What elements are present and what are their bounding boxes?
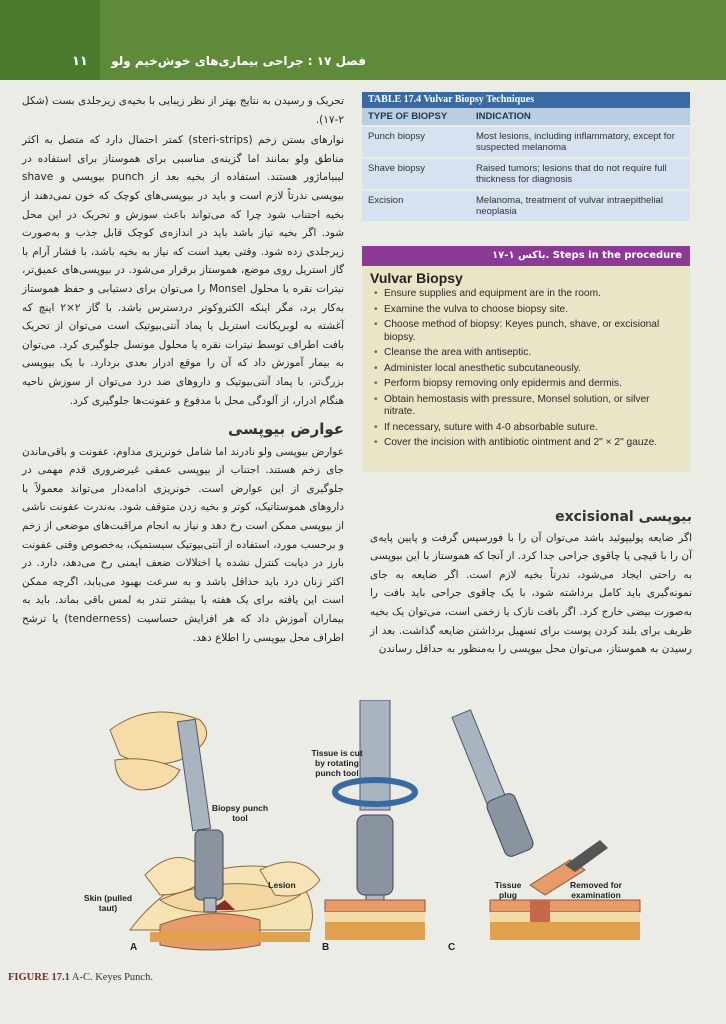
keyes-punch-illustration [60,700,680,965]
biopsy-techniques-table [362,92,690,221]
panel-b-drawing [325,700,425,940]
table-row [362,190,690,221]
panel-c-drawing [452,710,640,940]
excisional-heading: بیوپسی excisional [555,509,692,525]
figure-caption-text: A-C. Keyes Punch. [69,972,153,983]
table-title: TABLE 17.4 Vulvar Biopsy Techniques [362,92,690,108]
label-tissue-plug: Tissue plug [494,880,522,900]
panel-c-letter: C [448,942,456,953]
steps-list [362,288,690,450]
list-item: • Choose method of biopsy: Keyes punch, shave, or excisional biopsy. [374,319,682,344]
table-cell-type: Excision [362,190,470,221]
right-text-column [22,92,344,649]
paragraph-intro: تحریک و رسیدن به نتایج بهتر از نظر زیبایی با بخیه‌ی زیرجلدی بست (شکل ۲-۱۷). [22,95,344,126]
label-removed: Removed for examination [570,880,622,900]
table-grid [362,108,690,221]
chapter-title: فصل ۱۷ : جراحی بیماری‌های خوش‌خیم ولو [111,54,366,68]
list-item: • Cleanse the area with antiseptic. [374,347,682,360]
list-item: • Obtain hemostasis with pressure, Monsel solution, or silver nitrate. [374,394,682,419]
paragraph-excisional: اگر ضایعه پولیپوئید باشد می‌توان آن را با فورسپس گرفت و پایین پایه‌ی آن را با قیچی یا چاقوی جراحی جدا کرد. از آنجا که هموستاز با این بیوپسی به راحتی ایجاد می‌شود، ندرتاً بخیه لازم است. اگر ضایعه به جای نمونه‌گیری باید کامل برداشته شود، با یک چاقوی جراحی باید بافت را به‌صورت بیضی خارج کرد. اگر بافت نازک یا زخمی است، می‌توان یک بخیه ظریف برای بلند کردن پوست برای تسهیل برداشتن ضایعه گذاشت. بعد از رسیدن به هموستاز، می‌توان محل بیوپسی را به‌منظور به حداقل رساندن [370,531,692,656]
procedure-steps-box [362,246,690,472]
list-item: • Ensure supplies and equipment are in the room. [374,288,682,301]
table-row [362,158,690,190]
list-item: • If necessary, suture with 4-0 absorbable suture. [374,422,682,435]
table-cell-indication: Melanoma, treatment of vulvar intraepithelial neoplasia [470,190,690,221]
label-skin: Skin (pulled taut) [83,893,133,913]
table-cell-type: Shave biopsy [362,158,470,190]
table-row [362,126,690,158]
figure-caption [8,972,153,983]
excisional-section [370,509,692,659]
paragraph-complications: عوارض بیوپسی ولو نادرند اما شامل خونریزی مداوم، عفونت و باقی‌ماندن جای زخم هستند. اجتناب از بیوپسی عمقی غیرضروری قدم مهمی در جلوگیری از این عوارض است. خونریزی ادامه‌دار می‌تواند معمولاً با داروهای هموستاتیک، کوتر و بخیه زدن متوقف شود. به‌ندرت عفونت ناشی از بیوپسی ممکن است رخ دهد و نیاز به انجام مراقبت‌های موضعی از زخم و برحسب مورد، استفاده از آنتی‌بیوتیک سیستمیک، به‌خصوص وقتی عفونت بارز در دیابت کنترل نشده یا اختلالات ضعف ایمنی رخ می‌دهد، دارد. در اکثر زنان درد باید حداقل باشد و به سرعت بهبود می‌یابد، اگرچه ممکن است این یافته برای یک هفته یا بیشتر تندر به لمس باقی بماند. باید به بیماران آموزش داد که هر افزایش حساسیت (tenderness) یا ترشح اطراف محل بیوپسی را اطلاع دهد. [22,445,345,644]
page-number: ۱۱ [72,54,88,69]
list-item: • Administer local anesthetic subcutaneously. [374,363,682,376]
table-cell-type: Punch biopsy [362,126,470,158]
table-cell-indication: Raised tumors; lesions that do not require full thickness for diagnosis [470,158,690,190]
panel-a-drawing [110,712,320,950]
figure-caption-prefix: FIGURE 17.1 [8,972,70,983]
table-cell-indication: Most lesions, including inflammatory, except for suspected melanoma [470,126,690,158]
box-title: Vulvar Biopsy [370,270,463,286]
label-tissue-cut: Tissue is cut by rotating punch tool [311,748,363,778]
box-header: باکس ۱-۱۷. Steps in the procedure [362,246,690,266]
list-item: • Examine the vulva to choose biopsy site. [374,304,682,317]
paragraph-steri-strips: نوارهای بستن زخم (steri-strips) کمتر احتمال دارد که متصل به اکثر مناطق ولو بمانند اما گزینه‌ی مناسبی برای هموستاز برای استفاده در لیبیاماژور هستند. استفاده از بخیه بعد از punch بیوپسی و shave بیوپسی ندرتاً لازم است و باید در بیوپسی‌های کوچک که خون نمی‌دهند از بخیه اجتناب شود چرا که می‌تواند باعث سوزش و تحریک در این محل شود. اگر بخیه نیاز باشد باید در اندازه‌ی کوچک قابل جذب و به‌صورت زیرجلدی زده شود. وقتی بعید است که نیاز به بخیه باشد، با فشار آرام با گاز استریل روی موضع، هموستاز برقرار می‌شود. در بیوپسی‌های عمیق‌تر، نیترات نقره یا محلول Monsel را می‌توان برای دستیابی و حفظ هموستاز به‌کار برد، مگر اینکه الکتروکوتر دردسترس باشد. با گاز ۲×۲ اینچ که آغشته به لوبریکانت استریل یا پماد آنتی‌بیوتیک است می‌توان از تحریک بافت اطراف توسط نیترات نقره یا محلول مونسل جلوگیری کرد. می‌توان به بیمار آموزش داد که آن را موقع ادرار بعدی بردارد. با یک بیوپسی بزرگ‌تر، با پماد آنتی‌بیوتیک و داروهای ضد درد می‌توان از سوزش ناحیه هنگام ادرار، از آلودگی محل با مدفوع و عفونت‌ها جلوگیری کرد. [22,134,345,407]
complications-heading: عوارض بیوپسی [227,420,344,439]
label-biopsy-punch-tool: Biopsy punch tool [211,803,269,823]
label-lesion: Lesion [268,880,296,890]
table-header-indication: INDICATION [470,108,690,126]
page-header [0,0,726,80]
table-header-type: TYPE OF BIOPSY [362,108,470,126]
list-item: • Cover the incision with antibiotic ointment and 2" × 2" gauze. [374,437,682,450]
panel-b-letter: B [322,942,330,953]
list-item: • Perform biopsy removing only epidermis and dermis. [374,378,682,391]
panel-a-letter: A [130,942,138,953]
table-header-row [362,108,690,126]
